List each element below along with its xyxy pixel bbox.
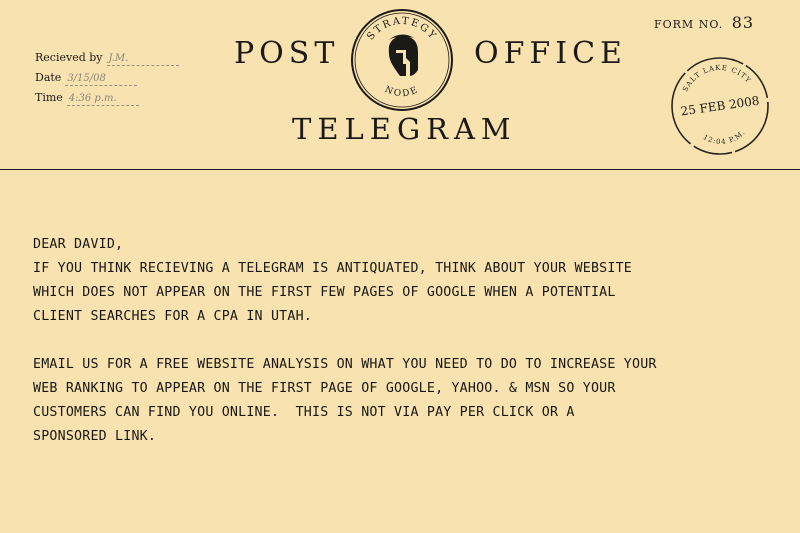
title-post: POST xyxy=(234,36,340,71)
message-greeting: DEAR DAVID, xyxy=(33,237,124,252)
paragraph-gap xyxy=(33,329,783,353)
emblem-top-text: STRATEGY xyxy=(365,15,439,43)
title-office: OFFICE xyxy=(474,36,627,71)
received-by-field xyxy=(35,48,179,68)
svg-text:12:04 P.M. xyxy=(701,128,748,149)
svg-text:NODE xyxy=(383,85,421,100)
title-telegram: TELEGRAM xyxy=(292,112,517,146)
postmark-city: SALT LAKE CITY xyxy=(681,63,753,94)
date-field xyxy=(35,68,179,88)
strategy-node-emblem xyxy=(348,6,456,114)
message-line: SPONSORED LINK. xyxy=(33,429,157,444)
form-number xyxy=(654,13,754,32)
receipt-fields xyxy=(35,48,179,108)
time-label: Time xyxy=(35,91,63,104)
received-by-value: J.M. xyxy=(107,52,179,66)
svg-text:SALT LAKE CITY xyxy=(678,59,753,94)
emblem-bottom-text: NODE xyxy=(383,84,421,100)
header-divider xyxy=(0,169,800,170)
time-field xyxy=(35,88,179,108)
date-label: Date xyxy=(35,71,62,84)
form-number-value: 83 xyxy=(731,13,755,32)
postmark-date: 25 FEB 2008 xyxy=(679,93,761,119)
spartan-helmet-icon xyxy=(388,34,418,76)
time-value: 4:36 p.m. xyxy=(67,92,139,106)
message-line: CUSTOMERS CAN FIND YOU ONLINE. THIS IS NOT VIA PAY PER CLICK OR A xyxy=(33,405,575,420)
message-line: CLIENT SEARCHES FOR A CPA IN UTAH. xyxy=(33,309,312,324)
message-line: WEB RANKING TO APPEAR ON THE FIRST PAGE OF GOOGLE, YAHOO. & MSN SO YOUR xyxy=(33,381,616,396)
received-by-label: Recieved by xyxy=(35,51,103,64)
postmark-stamp xyxy=(668,54,772,158)
date-value: 3/15/08 xyxy=(65,72,137,86)
telegram-message xyxy=(33,233,783,449)
postmark-time: 12:04 P.M. xyxy=(701,128,748,147)
message-line: EMAIL US FOR A FREE WEBSITE ANALYSIS ON WHAT YOU NEED TO DO TO INCREASE YOUR xyxy=(33,357,657,372)
form-number-label: FORM NO. xyxy=(654,18,724,31)
message-line: IF YOU THINK RECIEVING A TELEGRAM IS ANTIQUATED, THINK ABOUT YOUR WEBSITE xyxy=(33,261,632,276)
message-line: WHICH DOES NOT APPEAR ON THE FIRST FEW PAGES OF GOOGLE WHEN A POTENTIAL xyxy=(33,285,616,300)
